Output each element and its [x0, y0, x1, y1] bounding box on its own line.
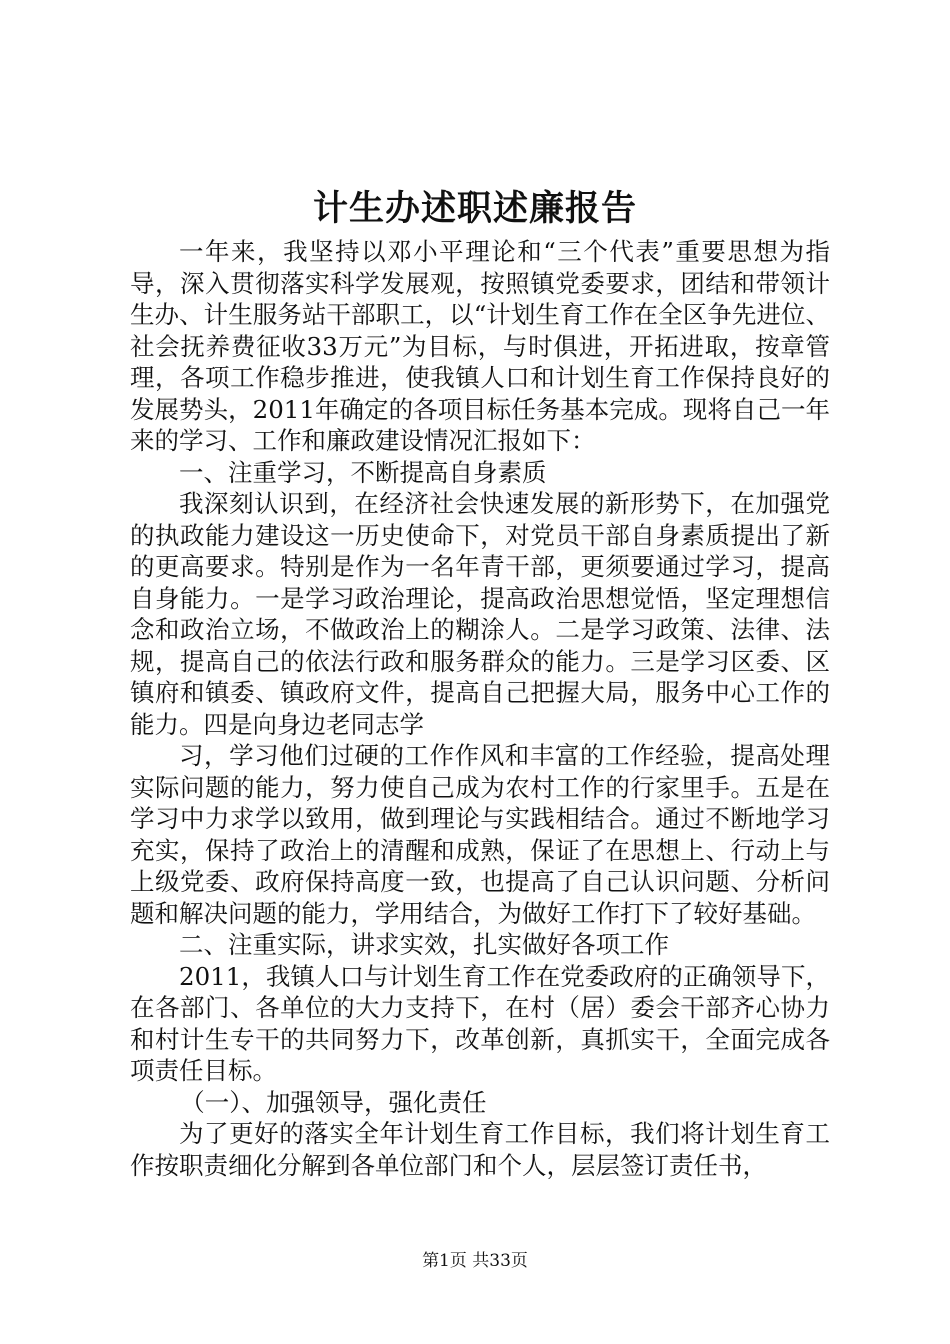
leadership-paragraph: 为了更好的落实全年计划生育工作目标，我们将计划生育工作按职责细化分解到各单位部门和个人，层层签订责任书， — [130, 1119, 830, 1180]
document-title: 计生办述职述廉报告 — [312, 188, 637, 229]
section-heading-study: 一、注重学习，不断提高自身素质 — [179, 457, 547, 487]
document-body — [130, 236, 830, 1181]
intro-paragraph: 一年来，我坚持以邓小平理论和“三个代表”重要思想为指导，深入贯彻落实科学发展观，按照镇党委要求，团结和带领计生办、计生服务站干部职工，以“计划生育工作在全区争先进位、社会抚养费征收33万元”为目标，与时俱进，开拓进取，按章管理，各项工作稳步推进，使我镇人口和计划生育工作保持良好的发展势头，2011年确定的各项目标任务基本完成。现将自己一年来的学习、工作和廉政建设情况汇报如下： — [130, 237, 830, 455]
subsection-heading-leadership: （一）、加强领导，强化责任 — [180, 1087, 487, 1117]
section-heading-work: 二、注重实际，讲求实效，扎实做好各项工作 — [179, 930, 669, 959]
page-footer: 第1页 共33页 — [422, 1251, 528, 1271]
work-paragraph: 2011，我镇人口与计划生育工作在党委政府的正确领导下，在各部门、各单位的大力支持下，在村（居）委会干部齐心协力和村计生专干的共同努力下，改革创新，真抓实干，全面完成各项责任目标。 — [130, 961, 830, 1085]
study-paragraph: 我深刻认识到，在经济社会快速发展的新形势下，在加强党的执政能力建设这一历史使命下，对党员干部自身素质提出了新的更高要求。特别是作为一名年青干部，更须要通过学习，提高自身能力。一是学习政治理论，提高政治思想觉悟，坚定理想信念和政治立场，不做政治上的糊涂人。二是学习政策、法律、法规，提高自己的依法行政和服务群众的能力。三是学习区委、区镇府和镇委、镇政府文件，提高自己把握大局，服务中心工作的能力。四是向身边老同志学 — [130, 489, 830, 739]
study-paragraph-continued: 习，学习他们过硬的工作作风和丰富的工作经验，提高处理实际问题的能力，努力使自己成为农村工作的行家里手。五是在学习中力求学以致用，做到理论与实践相结合。通过不断地学习充实，保持了政治上的清醒和成熟，保证了在思想上、行动上与上级党委、政府保持高度一致，也提高了自己认识问题、分析问题和解决问题的能力，学用结合，为做好工作打下了较好基础。 — [130, 741, 830, 928]
